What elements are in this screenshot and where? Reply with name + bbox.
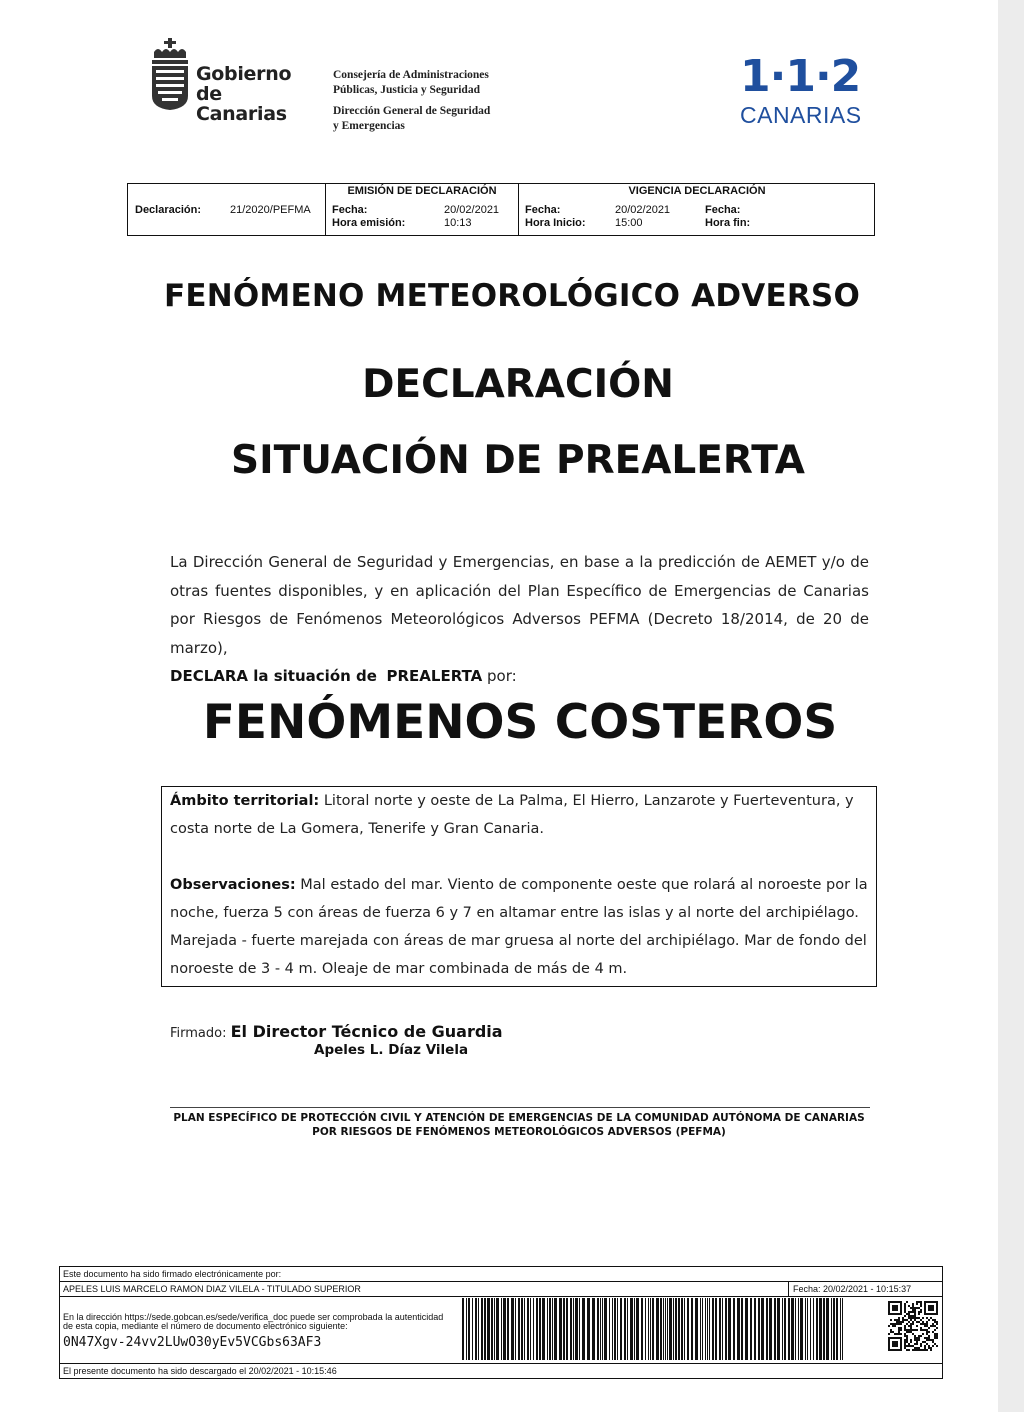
observaciones-text: Mal estado del mar. Viento de componente oeste que rolará al noroeste por la noche, fuerza 5 con áreas de fuerza 6 y 7 en altamar entre las islas y al norte del archipiélago. Marejada - fuerte marejada con áreas de mar gruesa al norte del archipiélago. Mar de fondo del noroeste de 3 - 4 m. Oleaje de mar combinada de más de 4 m. <box>170 877 868 977</box>
intro-por: por: <box>487 667 517 685</box>
emision-header: EMISIÓN DE DECLARACIÓN <box>347 185 497 197</box>
vigencia-hora-inicio-value: 15:00 <box>615 217 643 229</box>
firmado-line <box>170 1022 503 1041</box>
sig-signer: APELES LUIS MARCELO RAMON DIAZ VILELA - TITULADO SUPERIOR <box>63 1284 361 1294</box>
intro-text: La Dirección General de Seguridad y Emergencias, en base a la predicción de AEMET y/o de otras fuentes disponibles, y en aplicación del Plan Específico de Emergencias de Canarias por Riesgos de Fenómenos Meteorológicos Adversos PEFMA (Decreto 18/2014, de 20 de marzo), <box>170 553 869 657</box>
logo-112-sub: CANARIAS <box>740 102 862 128</box>
sig-verify-text[interactable]: En la dirección https://sede.gobcan.es/sede/verifica_doc puede ser comprobada la autenticidad de esta copia, mediante el número de documento electrónico siguiente: <box>63 1312 444 1331</box>
declaration-table <box>127 183 875 236</box>
observaciones-label: Observaciones: <box>170 877 296 893</box>
vigencia-fecha-fin-label: Fecha: <box>705 204 741 216</box>
plan-line1: PLAN ESPECÍFICO DE PROTECCIÓN CIVIL Y ATENCIÓN DE EMERGENCIAS DE LA COMUNIDAD AUTÓNOMA DE CANARIAS <box>173 1112 865 1124</box>
sig-document-code: 0N47Xgv-24vv2LUwO30yEv5VCGbs63AF3 <box>63 1335 322 1350</box>
declaracion-cell <box>128 184 326 235</box>
emision-fecha-value: 20/02/2021 <box>444 204 500 216</box>
title-situacion: SITUACIÓN DE PREALERTA <box>231 438 805 483</box>
direccion-line2: y Emergencias <box>333 120 405 132</box>
vigencia-fecha-label: Fecha: <box>525 204 561 216</box>
coat-of-arms-icon <box>150 38 190 110</box>
sig-row-signer <box>60 1282 942 1297</box>
intro-prealerta: PREALERTA <box>386 667 483 685</box>
emision-fecha-label: Fecha: <box>332 204 368 216</box>
declaracion-label: Declaración: <box>135 204 202 216</box>
sig-fecha: Fecha: 20/02/2021 - 10:15:37 <box>788 1282 915 1296</box>
vigencia-cell <box>519 184 875 235</box>
title-declaracion: DECLARACIÓN <box>362 362 674 407</box>
plan-footer <box>0 1111 1024 1139</box>
gobierno-line2: de Canarias <box>196 83 287 125</box>
consejeria-block <box>333 68 490 134</box>
vigencia-fecha-value: 20/02/2021 <box>615 204 671 216</box>
vigencia-hora-fin-label: Hora fin: <box>705 217 751 229</box>
director-title: El Director Técnico de Guardia <box>230 1022 503 1041</box>
sig-row-firmado <box>60 1267 942 1282</box>
direccion-line1: Dirección General de Seguridad <box>333 105 491 117</box>
gobierno-line1: Gobierno <box>196 63 292 85</box>
gobierno-name <box>196 64 310 124</box>
emision-cell <box>326 184 519 235</box>
intro-declara: DECLARA la situación de <box>170 667 377 685</box>
title-fenomeno: FENÓMENO METEOROLÓGICO ADVERSO <box>163 278 860 314</box>
qr-code-icon <box>888 1301 938 1351</box>
gobierno-canarias-logo <box>150 38 310 125</box>
plan-line2: POR RIESGOS DE FENÓMENOS METEOROLÓGICOS ADVERSOS (PEFMA) <box>312 1126 726 1138</box>
sig-row-verify <box>60 1297 942 1364</box>
director-name: Apeles L. Díaz Vilela <box>314 1042 469 1058</box>
logo-112-canarias <box>740 51 862 135</box>
electronic-signature-box <box>59 1266 943 1379</box>
barcode-icon <box>462 1298 846 1360</box>
emision-hora-value: 10:13 <box>444 217 472 229</box>
sig-downloaded: El presente documento ha sido descargado el 20/02/2021 - 10:15:46 <box>63 1366 337 1376</box>
info-box <box>161 786 877 987</box>
consejeria-line2: Públicas, Justicia y Seguridad <box>333 84 480 96</box>
ambito-label: Ámbito territorial: <box>170 793 320 809</box>
intro-paragraph <box>170 548 869 691</box>
observaciones-paragraph <box>170 871 868 983</box>
title-fenomenos-costeros: FENÓMENOS COSTEROS <box>202 695 838 750</box>
vigencia-header: VIGENCIA DECLARACIÓN <box>628 185 766 197</box>
ambito-paragraph <box>170 787 868 843</box>
declaracion-value: 21/2020/PEFMA <box>230 204 311 216</box>
vigencia-hora-inicio-label: Hora Inicio: <box>525 217 586 229</box>
consejeria-line1: Consejería de Administraciones <box>333 69 489 81</box>
logo-112-number: 1·1·2 <box>740 51 861 102</box>
sig-firmado-text: Este documento ha sido firmado electrónicamente por: <box>63 1269 282 1279</box>
plan-divider <box>170 1107 870 1108</box>
sig-row-downloaded <box>60 1364 942 1379</box>
ambito-text: Litoral norte y oeste de La Palma, El Hierro, Lanzarote y Fuerteventura, y costa norte de La Gomera, Tenerife y Gran Canaria. <box>170 793 854 837</box>
firmado-label: Firmado: <box>170 1026 227 1041</box>
emision-hora-label: Hora emisión: <box>332 217 406 229</box>
